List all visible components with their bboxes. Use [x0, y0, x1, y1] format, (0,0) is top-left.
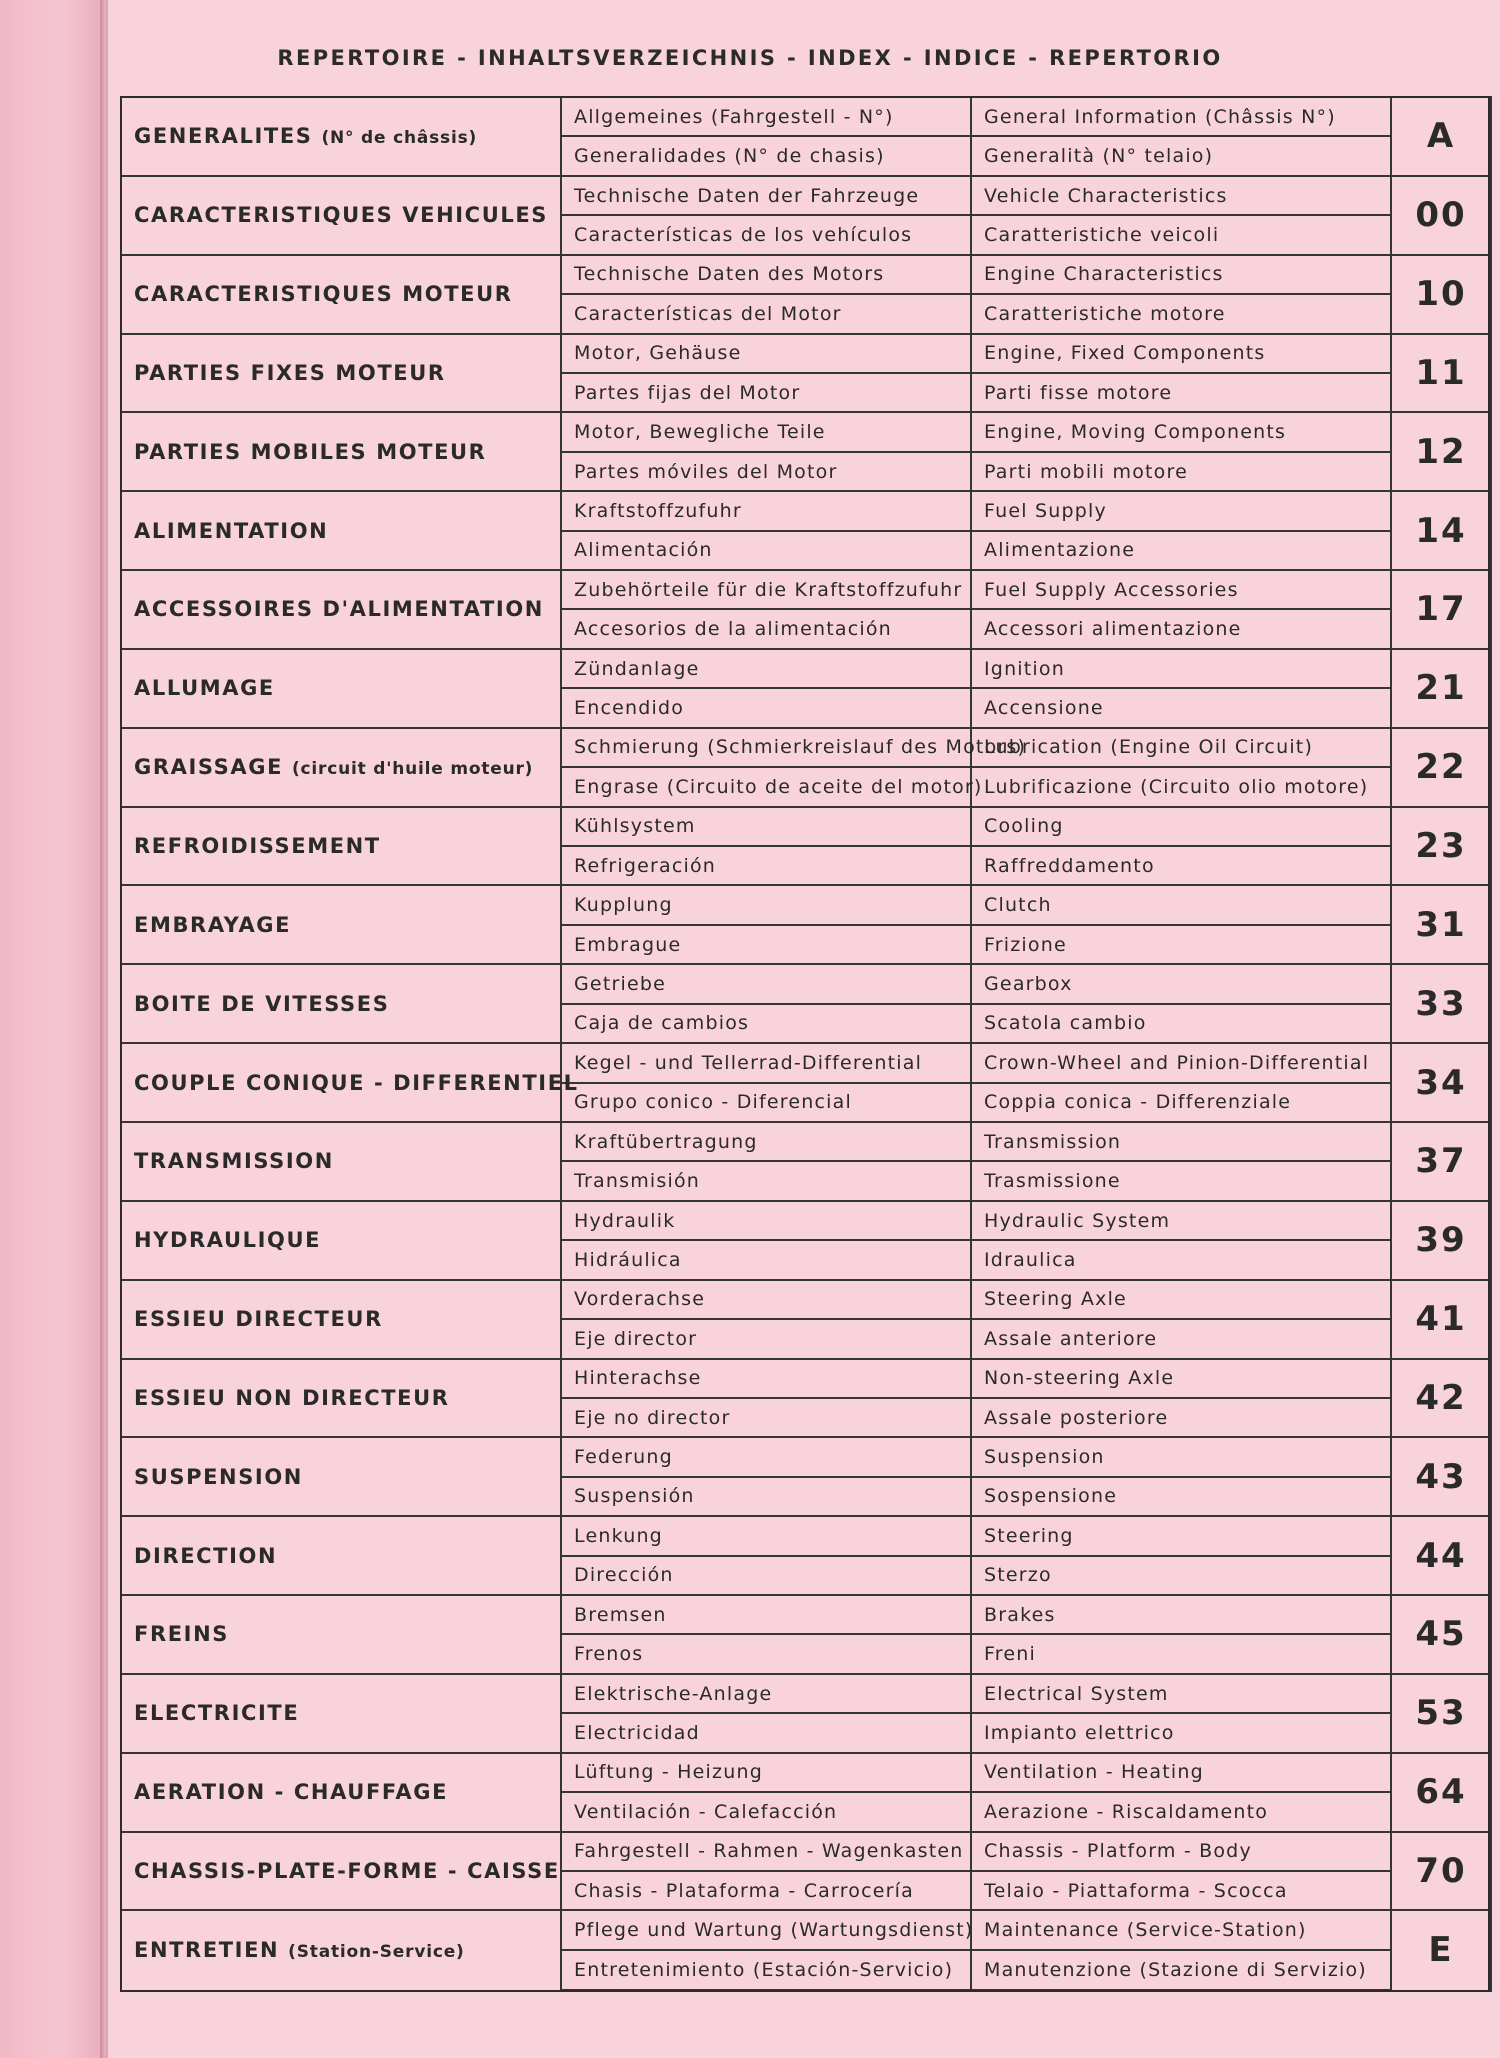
- spanish-title: Generalidades (N° de chasis): [561, 136, 971, 175]
- english-title: Electrical System: [971, 1674, 1391, 1713]
- german-title: Fahrgestell - Rahmen - Wagenkasten: [561, 1832, 971, 1871]
- german-title: Motor, Gehäuse: [561, 334, 971, 373]
- english-title: Steering: [971, 1516, 1391, 1555]
- english-title: Fuel Supply Accessories: [971, 570, 1391, 609]
- french-title: [121, 491, 561, 570]
- section-row: [121, 570, 1491, 609]
- section-row: [121, 1280, 1491, 1319]
- german-title: Lenkung: [561, 1516, 971, 1555]
- spanish-title: Características de los vehículos: [561, 215, 971, 254]
- section-row: [121, 807, 1491, 846]
- section-code: 41: [1391, 1280, 1491, 1359]
- spanish-title: Partes móviles del Motor: [561, 452, 971, 491]
- section-row: [121, 1122, 1491, 1161]
- french-title-text: HYDRAULIQUE: [134, 1228, 322, 1253]
- section-code: 37: [1391, 1122, 1491, 1201]
- section-row: [121, 1910, 1491, 1949]
- german-title: Kühlsystem: [561, 807, 971, 846]
- english-title: Maintenance (Service-Station): [971, 1910, 1391, 1949]
- page-title: REPERTOIRE - INHALTSVERZEICHNIS - INDEX - INDICE - REPERTORIO: [277, 46, 1223, 70]
- english-title: Chassis - Platform - Body: [971, 1832, 1391, 1871]
- french-title-text: TRANSMISSION: [134, 1149, 334, 1174]
- section-code: E: [1391, 1910, 1491, 1990]
- italian-title: Assale anteriore: [971, 1319, 1391, 1358]
- section-code: 34: [1391, 1043, 1491, 1122]
- french-title-text: CARACTERISTIQUES VEHICULES: [134, 203, 549, 228]
- section-row: [121, 1359, 1491, 1398]
- french-title-text: ESSIEU NON DIRECTEUR: [134, 1385, 450, 1410]
- section-code: 11: [1391, 334, 1491, 413]
- english-title: Ventilation - Heating: [971, 1753, 1391, 1792]
- section-row: [121, 1201, 1491, 1240]
- french-title: [121, 1516, 561, 1595]
- german-title: Technische Daten des Motors: [561, 255, 971, 294]
- italian-title: Freni: [971, 1634, 1391, 1673]
- english-title: Ignition: [971, 649, 1391, 688]
- italian-title: Frizione: [971, 925, 1391, 964]
- french-title: [121, 807, 561, 886]
- section-code: 33: [1391, 964, 1491, 1043]
- spanish-title: Hidráulica: [561, 1240, 971, 1279]
- french-title: [121, 1043, 579, 1122]
- spanish-title: Eje no director: [561, 1398, 971, 1437]
- italian-title: Accessori alimentazione: [971, 609, 1391, 648]
- french-title-text: EMBRAYAGE: [134, 912, 292, 937]
- italian-title: Manutenzione (Stazione di Servizio): [971, 1950, 1391, 1991]
- spanish-title: Ventilación - Calefacción: [561, 1792, 971, 1831]
- section-code: 17: [1391, 570, 1491, 649]
- spanish-title: Caja de cambios: [561, 1004, 971, 1043]
- section-row: [121, 649, 1491, 688]
- english-title: Engine, Moving Components: [971, 412, 1391, 451]
- section-code: 31: [1391, 885, 1491, 964]
- french-title-note: (N° de châssis): [321, 128, 478, 149]
- english-title: Steering Axle: [971, 1280, 1391, 1319]
- section-code: 10: [1391, 255, 1491, 334]
- spanish-title: Alimentación: [561, 531, 971, 570]
- german-title: Motor, Bewegliche Teile: [561, 412, 971, 451]
- french-title: [121, 1910, 561, 1990]
- italian-title: Parti mobili motore: [971, 452, 1391, 491]
- french-title-text: FREINS: [134, 1622, 229, 1647]
- italian-title: Sospensione: [971, 1477, 1391, 1516]
- english-title: Non-steering Axle: [971, 1359, 1391, 1398]
- index-table: [120, 96, 1492, 1992]
- italian-title: Impianto elettrico: [971, 1713, 1391, 1752]
- french-title-text: COUPLE CONIQUE - DIFFERENTIEL: [134, 1070, 579, 1095]
- section-row: [121, 412, 1491, 451]
- german-title: Lüftung - Heizung: [561, 1753, 971, 1792]
- spanish-title: Electricidad: [561, 1713, 971, 1752]
- section-row: [121, 1437, 1491, 1476]
- german-title: Federung: [561, 1437, 971, 1476]
- english-title: Crown-Wheel and Pinion-Differential: [971, 1043, 1391, 1082]
- english-title: Engine Characteristics: [971, 255, 1391, 294]
- section-code: 42: [1391, 1359, 1491, 1438]
- french-title-text: PARTIES FIXES MOTEUR: [134, 360, 446, 385]
- english-title: Cooling: [971, 807, 1391, 846]
- french-title-text: ENTRETIEN: [134, 1938, 280, 1963]
- german-title: Pflege und Wartung (Wartungsdienst): [561, 1910, 971, 1949]
- section-row: [121, 334, 1491, 373]
- french-title-text: CHASSIS-PLATE-FORME - CAISSE: [134, 1858, 560, 1883]
- section-code: 44: [1391, 1516, 1491, 1595]
- french-title-text: BOITE DE VITESSES: [134, 991, 390, 1016]
- french-title: [121, 255, 561, 334]
- italian-title: Sterzo: [971, 1556, 1391, 1595]
- german-title: Zündanlage: [561, 649, 971, 688]
- italian-title: Raffreddamento: [971, 846, 1391, 885]
- english-title: Engine, Fixed Components: [971, 334, 1391, 373]
- german-title: Schmierung (Schmierkreislauf des Motors): [561, 728, 971, 767]
- french-title-note: (Station-Service): [288, 1942, 465, 1963]
- italian-title: Idraulica: [971, 1240, 1391, 1279]
- italian-title: Generalità (N° telaio): [971, 136, 1391, 175]
- french-title: [121, 176, 561, 255]
- french-title: [121, 1437, 561, 1516]
- section-code: 70: [1391, 1832, 1491, 1911]
- german-title: Kegel - und Tellerrad-Differential: [561, 1043, 971, 1082]
- spanish-title: Embrague: [561, 925, 971, 964]
- spanish-title: Dirección: [561, 1556, 971, 1595]
- french-title: [121, 1280, 561, 1359]
- english-title: Brakes: [971, 1595, 1391, 1634]
- spanish-title: Partes fijas del Motor: [561, 373, 971, 412]
- section-row: [121, 1753, 1491, 1792]
- french-title-text: ALLUMAGE: [134, 676, 275, 701]
- english-title: Fuel Supply: [971, 491, 1391, 530]
- english-title: Vehicle Characteristics: [971, 176, 1391, 215]
- section-code: 22: [1391, 728, 1491, 807]
- italian-title: Caratteristiche veicoli: [971, 215, 1391, 254]
- section-code: 39: [1391, 1201, 1491, 1280]
- section-row: [121, 1516, 1491, 1555]
- section-code: 14: [1391, 491, 1491, 570]
- italian-title: Lubrificazione (Circuito olio motore): [971, 767, 1391, 806]
- french-title: [121, 649, 561, 728]
- spanish-title: Entretenimiento (Estación-Servicio): [561, 1950, 971, 1991]
- section-code: A: [1391, 97, 1491, 176]
- english-title: General Information (Châssis N°): [971, 97, 1391, 136]
- spanish-title: Grupo conico - Diferencial: [561, 1083, 971, 1122]
- spanish-title: Chasis - Plataforma - Carrocería: [561, 1871, 971, 1910]
- french-title: [121, 728, 561, 807]
- german-title: Hydraulik: [561, 1201, 971, 1240]
- italian-title: Alimentazione: [971, 531, 1391, 570]
- spanish-title: Refrigeración: [561, 846, 971, 885]
- section-code: 12: [1391, 412, 1491, 491]
- english-title: Gearbox: [971, 964, 1391, 1003]
- section-row: [121, 176, 1491, 215]
- english-title: Transmission: [971, 1122, 1391, 1161]
- section-code: 45: [1391, 1595, 1491, 1674]
- french-title: [121, 885, 561, 964]
- french-title-text: CARACTERISTIQUES MOTEUR: [134, 282, 513, 307]
- section-row: [121, 885, 1491, 924]
- page-binding-edge: [0, 0, 108, 2058]
- french-title-note: (circuit d'huile moteur): [291, 759, 534, 780]
- spanish-title: Frenos: [561, 1634, 971, 1673]
- section-row: [121, 728, 1491, 767]
- english-title: Hydraulic System: [971, 1201, 1391, 1240]
- german-title: Getriebe: [561, 964, 971, 1003]
- german-title: Technische Daten der Fahrzeuge: [561, 176, 971, 215]
- german-title: Hinterachse: [561, 1359, 971, 1398]
- french-title-text: ESSIEU DIRECTEUR: [134, 1307, 383, 1332]
- spanish-title: Accesorios de la alimentación: [561, 609, 971, 648]
- section-row: [121, 964, 1491, 1003]
- french-title-text: ACCESSOIRES D'ALIMENTATION: [134, 597, 544, 622]
- french-title: [121, 1595, 561, 1674]
- section-code: 64: [1391, 1753, 1491, 1832]
- french-title: [121, 1674, 561, 1753]
- french-title-text: GENERALITES: [134, 124, 313, 149]
- french-title-text: DIRECTION: [134, 1543, 278, 1568]
- section-row: [121, 491, 1491, 530]
- german-title: Zubehörteile für die Kraftstoffzufuhr: [561, 570, 971, 609]
- italian-title: Assale posteriore: [971, 1398, 1391, 1437]
- german-title: Elektrische-Anlage: [561, 1674, 971, 1713]
- french-title: [121, 1122, 561, 1201]
- section-code: 53: [1391, 1674, 1491, 1753]
- italian-title: Aerazione - Riscaldamento: [971, 1792, 1391, 1831]
- spanish-title: Eje director: [561, 1319, 971, 1358]
- german-title: Bremsen: [561, 1595, 971, 1634]
- section-code: 00: [1391, 176, 1491, 255]
- section-row: [121, 97, 1491, 136]
- italian-title: Parti fisse motore: [971, 373, 1391, 412]
- english-title: Clutch: [971, 885, 1391, 924]
- german-title: Kupplung: [561, 885, 971, 924]
- french-title-text: REFROIDISSEMENT: [134, 834, 381, 859]
- french-title: [121, 412, 561, 491]
- spanish-title: Suspensión: [561, 1477, 971, 1516]
- section-row: [121, 1674, 1491, 1713]
- spanish-title: Transmisión: [561, 1161, 971, 1200]
- french-title-text: SUSPENSION: [134, 1464, 303, 1489]
- section-code: 23: [1391, 807, 1491, 886]
- french-title: [121, 1832, 561, 1911]
- italian-title: Accensione: [971, 688, 1391, 727]
- english-title: Suspension: [971, 1437, 1391, 1476]
- french-title: [121, 97, 561, 176]
- section-row: [121, 1832, 1491, 1871]
- italian-title: Trasmissione: [971, 1161, 1391, 1200]
- french-title-text: GRAISSAGE: [134, 755, 284, 780]
- french-title: [121, 334, 561, 413]
- french-title-text: ELECTRICITE: [134, 1701, 300, 1726]
- section-row: [121, 255, 1491, 294]
- spanish-title: Características del Motor: [561, 294, 971, 333]
- german-title: Allgemeines (Fahrgestell - N°): [561, 97, 971, 136]
- french-title: [121, 570, 561, 649]
- section-code: 21: [1391, 649, 1491, 728]
- section-row: [121, 1043, 1491, 1082]
- german-title: Kraftstoffzufuhr: [561, 491, 971, 530]
- german-title: Vorderachse: [561, 1280, 971, 1319]
- italian-title: Telaio - Piattaforma - Scocca: [971, 1871, 1391, 1910]
- french-title: [121, 1753, 561, 1832]
- french-title-text: AERATION - CHAUFFAGE: [134, 1780, 449, 1805]
- section-code: 43: [1391, 1437, 1491, 1516]
- italian-title: Coppia conica - Differenziale: [971, 1083, 1391, 1122]
- french-title: [121, 1201, 561, 1280]
- french-title-text: ALIMENTATION: [134, 518, 329, 543]
- spanish-title: Engrase (Circuito de aceite del motor): [561, 767, 971, 806]
- german-title: Kraftübertragung: [561, 1122, 971, 1161]
- english-title: Lubrication (Engine Oil Circuit): [971, 728, 1391, 767]
- spanish-title: Encendido: [561, 688, 971, 727]
- section-row: [121, 1595, 1491, 1634]
- french-title: [121, 1359, 561, 1438]
- french-title-text: PARTIES MOBILES MOTEUR: [134, 439, 487, 464]
- french-title: [121, 964, 561, 1043]
- italian-title: Caratteristiche motore: [971, 294, 1391, 333]
- italian-title: Scatola cambio: [971, 1004, 1391, 1043]
